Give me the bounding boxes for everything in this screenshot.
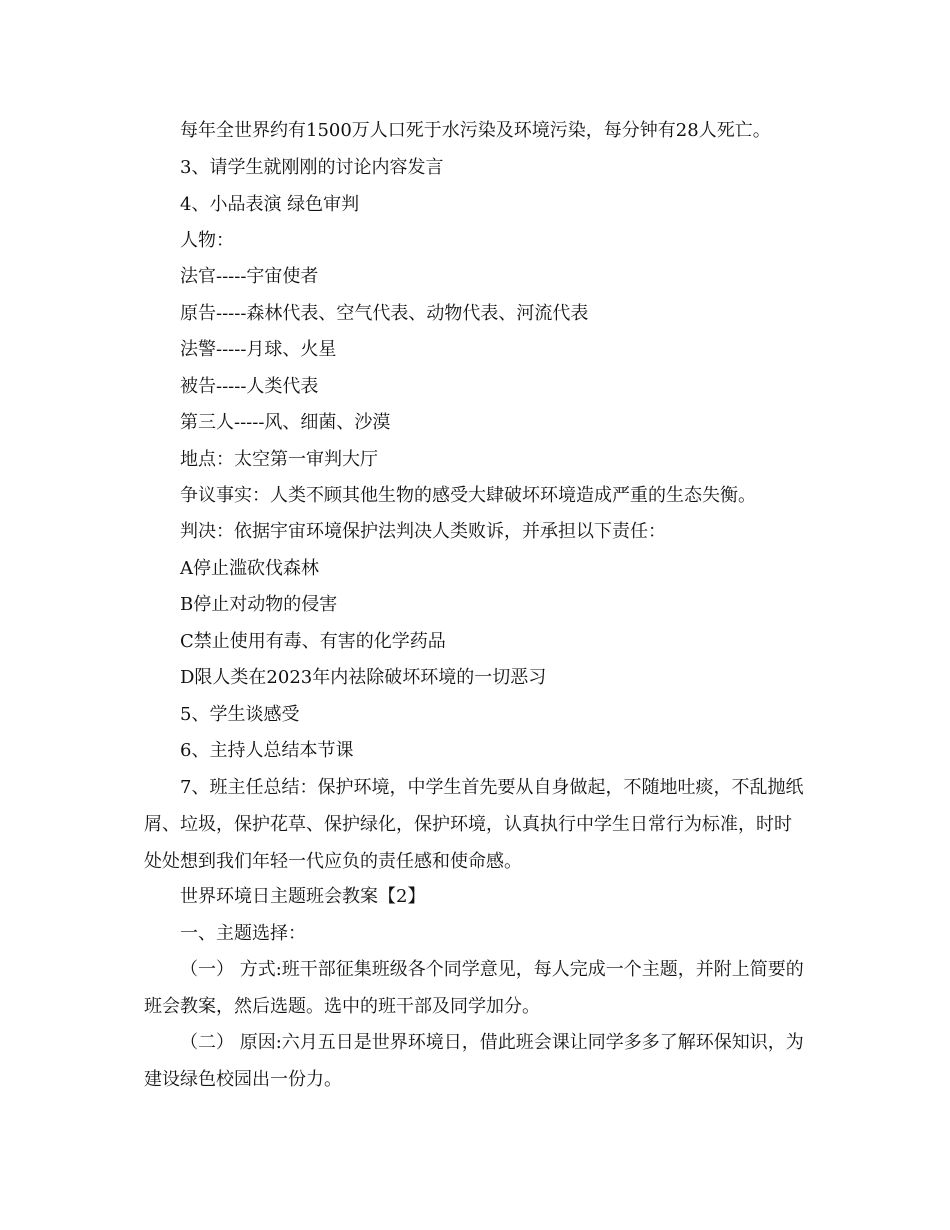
- text-line-judge: 法官-----宇宙使者: [180, 266, 319, 287]
- text-line-step-4: 4、小品表演 绿色审判: [180, 194, 360, 215]
- text-line-step-6: 6、主持人总结本节课: [180, 740, 354, 761]
- text-line-verdict: 判决：依据宇宙环境保护法判决人类败诉，并承担以下责任：: [180, 521, 666, 542]
- paragraph-summary: 7、班主任总结：保护环境，中学生首先要从自身做起，不随地吐痰，不乱抛纸屑、垃圾，保护花草、保护绿化，保护环境，认真执行中学生日常行为标准，时时处处想到我们年轻一代应负的责任感和使命感。: [144, 777, 804, 872]
- text-line-bailiff: 法警-----月球、火星: [180, 339, 337, 360]
- text-line-item-c: C禁止使用有毒、有害的化学药品: [180, 631, 446, 652]
- text-line-plaintiff: 原告-----森林代表、空气代表、动物代表、河流代表: [180, 303, 589, 324]
- paragraph-method: （一） 方式:班干部征集班级各个同学意见，每人完成一个主题，并附上简要的班会教案，然后选题。选中的班干部及同学加分。: [144, 959, 804, 1017]
- text-line-item-a: A停止滥砍伐森林: [180, 558, 319, 579]
- text-line-item-b: B停止对动物的侵害: [180, 594, 338, 615]
- text-line-dispute: 争议事实：人类不顾其他生物的感受大肆破坏环境造成严重的生态失衡。: [180, 485, 756, 506]
- text-line-third-party: 第三人-----风、细菌、沙漠: [180, 412, 391, 433]
- subheading-topic: 一、主题选择：: [180, 923, 306, 944]
- text-line-step-5: 5、学生谈感受: [180, 704, 300, 725]
- section-title: 世界环境日主题班会教案【2】: [180, 886, 426, 907]
- text-line-item-d: D限人类在2023年内祛除破坏环境的一切恶习: [180, 667, 547, 688]
- text-line-step-3: 3、请学生就刚刚的讨论内容发言: [180, 157, 444, 178]
- text-line-location: 地点：太空第一审判大厅: [180, 449, 378, 470]
- text-line-defendant: 被告-----人类代表: [180, 376, 319, 397]
- paragraph-reason: （二） 原因:六月五日是世界环境日，借此班会课让同学多多了解环保知识，为建设绿色校园出一份力。: [144, 1032, 804, 1090]
- text-line-death-stats: 每年全世界约有1500万人口死于水污染及环境污染，每分钟有28人死亡。: [180, 120, 771, 141]
- text-line-characters: 人物：: [180, 230, 234, 251]
